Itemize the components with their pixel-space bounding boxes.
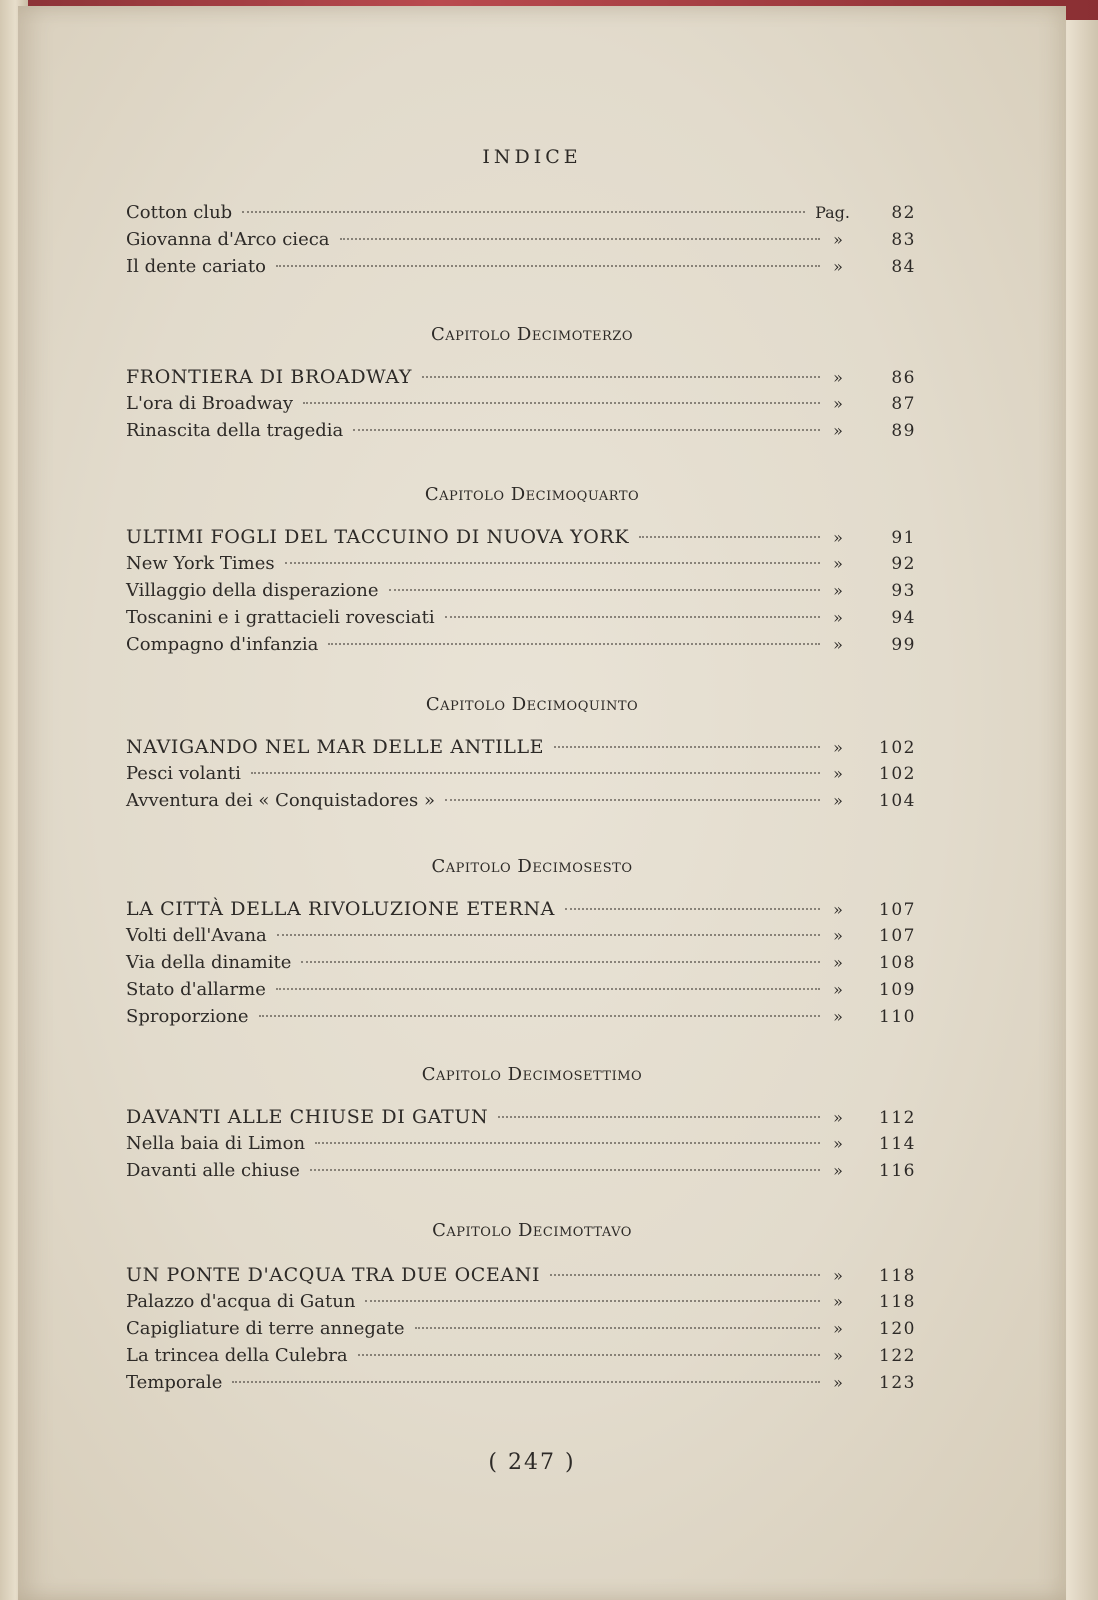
entry-title: Sproporzione xyxy=(126,1006,249,1027)
entry-page-number: 123 xyxy=(879,1373,916,1393)
dot-leader xyxy=(358,1354,820,1356)
index-entry xyxy=(126,366,916,392)
dot-leader xyxy=(232,1381,820,1383)
entry-page-number: 91 xyxy=(891,528,916,548)
entry-title: Capigliature di terre annegate xyxy=(126,1318,405,1339)
index-entry xyxy=(126,1372,916,1398)
ditto-mark: » xyxy=(833,394,843,413)
section-title: LA CITTÀ DELLA RIVOLUZIONE ETERNA xyxy=(126,898,555,920)
entry-page-number: 102 xyxy=(879,738,916,758)
dot-leader xyxy=(310,1169,820,1171)
ditto-mark: » xyxy=(833,581,843,600)
entry-page-number: 109 xyxy=(879,980,916,1000)
index-entry xyxy=(126,925,916,951)
dot-leader xyxy=(276,265,820,267)
entry-page-number: 89 xyxy=(891,421,916,441)
dot-leader xyxy=(389,589,820,591)
page-number: ( 247 ) xyxy=(488,1450,576,1475)
section-title: DAVANTI ALLE CHIUSE DI GATUN xyxy=(126,1106,489,1128)
entry-title: L'ora di Broadway xyxy=(126,393,294,414)
index-entry xyxy=(126,979,916,1005)
entry-page-number: 114 xyxy=(879,1134,916,1154)
ditto-mark: » xyxy=(833,1292,843,1311)
ditto-mark: » xyxy=(833,1161,843,1180)
pag-label: Pag. xyxy=(815,203,850,222)
index-entry xyxy=(126,256,916,282)
entry-page-number: 92 xyxy=(891,554,916,574)
ditto-mark: » xyxy=(833,1373,843,1392)
index-entry xyxy=(126,202,916,228)
entry-title: Il dente cariato xyxy=(126,256,266,277)
index-entry xyxy=(126,1133,916,1159)
index-entry xyxy=(126,1006,916,1032)
dot-leader xyxy=(251,772,820,774)
entry-page-number: 83 xyxy=(891,230,916,250)
chapter-heading: Capitolo Decimosettimo xyxy=(421,1064,643,1085)
ditto-mark: » xyxy=(833,257,843,276)
entry-title: Compagno d'infanzia xyxy=(126,634,319,655)
dot-leader xyxy=(303,402,820,404)
dot-leader xyxy=(365,1300,820,1302)
entry-title: Avventura dei « Conquistadores » xyxy=(126,790,435,811)
index-entry xyxy=(126,898,916,924)
dot-leader xyxy=(277,934,820,936)
entry-page-number: 104 xyxy=(879,791,916,811)
entry-page-number: 86 xyxy=(891,368,916,388)
index-entry xyxy=(126,736,916,762)
section-title: FRONTIERA DI BROADWAY xyxy=(126,366,413,388)
index-entry xyxy=(126,1160,916,1186)
entry-page-number: 93 xyxy=(891,581,916,601)
index-entry xyxy=(126,634,916,660)
entry-title: Cotton club xyxy=(126,202,233,223)
entry-title: Villaggio della disperazione xyxy=(126,580,379,601)
ditto-mark: » xyxy=(833,1319,843,1338)
dot-leader xyxy=(285,562,820,564)
ditto-mark: » xyxy=(833,1007,843,1026)
section-title: NAVIGANDO NEL MAR DELLE ANTILLE xyxy=(126,736,545,758)
chapter-heading: Capitolo Decimoquarto xyxy=(424,484,640,505)
index-entry xyxy=(126,580,916,606)
entry-title: Pesci volanti xyxy=(126,763,241,784)
entry-title: Toscanini e i grattacieli rovesciati xyxy=(126,607,435,628)
entry-page-number: 112 xyxy=(879,1108,916,1128)
dot-leader xyxy=(242,211,805,213)
ditto-mark: » xyxy=(833,608,843,627)
entry-title: Giovanna d'Arco cieca xyxy=(126,229,330,250)
entry-title: Rinascita della tragedia xyxy=(126,420,344,441)
dot-leader xyxy=(315,1142,820,1144)
dot-leader xyxy=(328,643,820,645)
entry-title: Volti dell'Avana xyxy=(126,925,267,946)
entry-page-number: 116 xyxy=(879,1161,916,1181)
dot-leader xyxy=(565,908,820,910)
entry-page-number: 94 xyxy=(891,608,916,628)
index-entry xyxy=(126,952,916,978)
entry-title: La trincea della Culebra xyxy=(126,1345,348,1366)
ditto-mark: » xyxy=(833,1108,843,1127)
entry-page-number: 122 xyxy=(879,1346,916,1366)
ditto-mark: » xyxy=(833,764,843,783)
dot-leader xyxy=(498,1116,820,1118)
entry-title: Nella baia di Limon xyxy=(126,1133,306,1154)
dot-leader xyxy=(550,1274,820,1276)
chapter-heading: Capitolo Decimoquinto xyxy=(425,694,639,715)
entry-title: Davanti alle chiuse xyxy=(126,1160,300,1181)
ditto-mark: » xyxy=(833,900,843,919)
entry-page-number: 118 xyxy=(879,1266,916,1286)
ditto-mark: » xyxy=(833,368,843,387)
entry-page-number: 108 xyxy=(879,953,916,973)
dot-leader xyxy=(301,961,820,963)
index-entry xyxy=(126,1264,916,1290)
ditto-mark: » xyxy=(833,926,843,945)
section-title: ULTIMI FOGLI DEL TACCUINO DI NUOVA YORK xyxy=(126,526,630,548)
index-entry xyxy=(126,526,916,552)
entry-page-number: 118 xyxy=(879,1292,916,1312)
dot-leader xyxy=(353,429,820,431)
index-heading: INDICE xyxy=(482,146,582,168)
section-title: UN PONTE D'ACQUA TRA DUE OCEANI xyxy=(126,1264,541,1286)
index-entry xyxy=(126,1106,916,1132)
dot-leader xyxy=(422,376,820,378)
entry-page-number: 87 xyxy=(891,394,916,414)
dot-leader xyxy=(340,238,820,240)
book-page xyxy=(18,6,1066,1600)
ditto-mark: » xyxy=(833,421,843,440)
chapter-heading: Capitolo Decimottavo xyxy=(432,1220,632,1241)
dot-leader xyxy=(445,799,820,801)
ditto-mark: » xyxy=(833,554,843,573)
chapter-heading: Capitolo Decimosesto xyxy=(431,856,633,877)
dot-leader xyxy=(639,536,820,538)
dot-leader xyxy=(259,1015,820,1017)
index-entry xyxy=(126,763,916,789)
entry-page-number: 110 xyxy=(879,1007,916,1027)
entry-page-number: 107 xyxy=(879,900,916,920)
index-entry xyxy=(126,393,916,419)
index-entry xyxy=(126,607,916,633)
entry-title: New York Times xyxy=(126,553,275,574)
index-entry xyxy=(126,1318,916,1344)
dot-leader xyxy=(276,988,820,990)
dot-leader xyxy=(554,746,820,748)
index-entry xyxy=(126,229,916,255)
entry-page-number: 99 xyxy=(891,635,916,655)
ditto-mark: » xyxy=(833,230,843,249)
entry-title: Stato d'allarme xyxy=(126,979,266,1000)
entry-title: Temporale xyxy=(126,1372,223,1393)
entry-page-number: 107 xyxy=(879,926,916,946)
ditto-mark: » xyxy=(833,1134,843,1153)
ditto-mark: » xyxy=(833,1346,843,1365)
ditto-mark: » xyxy=(833,791,843,810)
ditto-mark: » xyxy=(833,528,843,547)
entry-title: Via della dinamite xyxy=(126,952,292,973)
ditto-mark: » xyxy=(833,635,843,654)
index-entry xyxy=(126,1345,916,1371)
index-entry xyxy=(126,790,916,816)
index-entry xyxy=(126,553,916,579)
ditto-mark: » xyxy=(833,980,843,999)
dot-leader xyxy=(415,1327,820,1329)
ditto-mark: » xyxy=(833,953,843,972)
entry-title: Palazzo d'acqua di Gatun xyxy=(126,1291,356,1312)
entry-page-number: 120 xyxy=(879,1319,916,1339)
chapter-heading: Capitolo Decimoterzo xyxy=(431,324,633,345)
ditto-mark: » xyxy=(833,1266,843,1285)
entry-page-number: 84 xyxy=(891,257,916,277)
entry-page-number: 82 xyxy=(891,203,916,223)
dot-leader xyxy=(445,616,820,618)
ditto-mark: » xyxy=(833,738,843,757)
index-entry xyxy=(126,1291,916,1317)
entry-page-number: 102 xyxy=(879,764,916,784)
index-entry xyxy=(126,420,916,446)
